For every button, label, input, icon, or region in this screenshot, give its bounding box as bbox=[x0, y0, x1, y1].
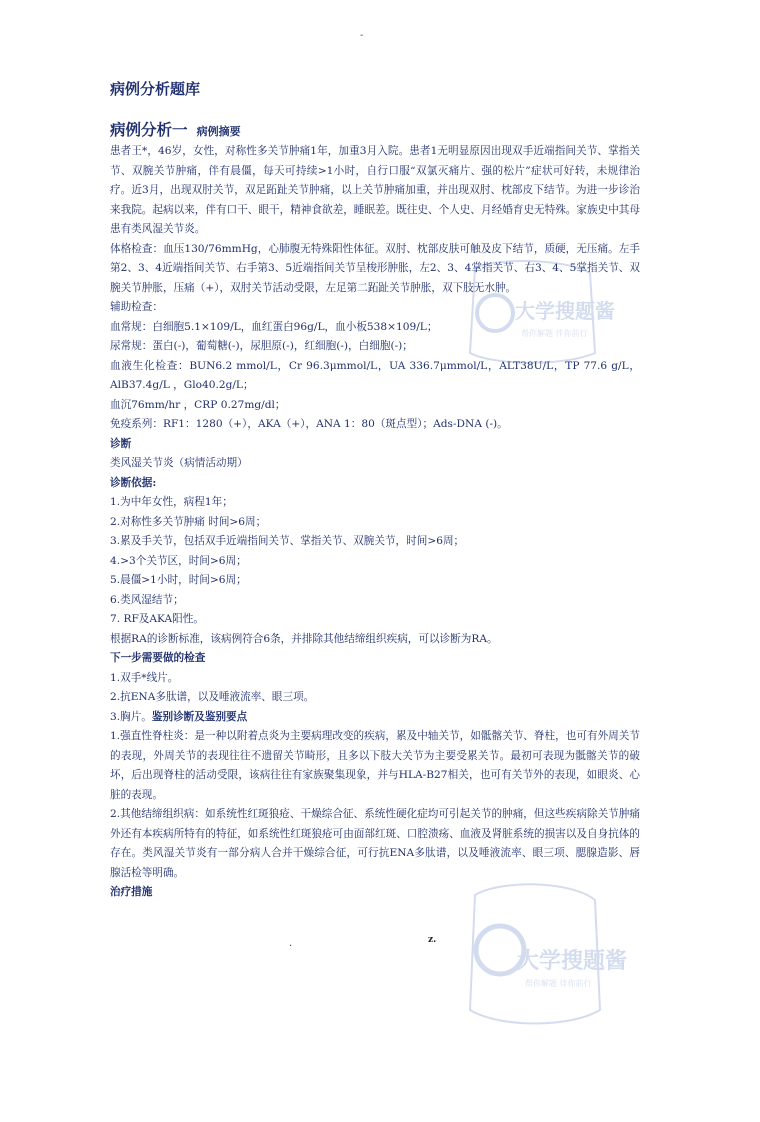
document-title: 病例分析题库 bbox=[110, 80, 201, 98]
diagnosis-text: 类风湿关节炎（病情活动期） bbox=[110, 457, 248, 469]
next-step-item-text: 3.胸片。 bbox=[110, 710, 152, 723]
basis-heading: 诊断依据: bbox=[110, 476, 157, 489]
watermark-slogan: 帮你解题 伴你前行 bbox=[521, 329, 588, 338]
lab-biochemistry: 血液生化检查：BUN6.2 mmol/L，Cr 96.3μmmol/L，UA 336.7μmmol/L，ALT38U/L，TP 77.6 g/L，AlB37.4g/L ，Glo40.2g/L； bbox=[110, 359, 640, 391]
basis-item: 1.为中年女性，病程1年； bbox=[110, 496, 233, 508]
differential-item: 1.强直性脊柱炎：是一种以附着点炎为主要病理改变的疾病，累及中轴关节，如骶髂关节、脊柱，也可有外周关节的表现，外周关节的表现往往不遗留关节畸形，且多以下肢大关节为主要受累关节。最初可表现为骶髂关节的破坏，后出现脊柱的活动受限，该病往往有家族聚集现象，并与HLA-B27相关，也可有关节外的表现，如眼炎、心脏的表现。 bbox=[110, 730, 640, 801]
physical-exam: 体格检查：血压130/76mmHg，心肺腹无特殊阳性体征。双肘、枕部皮肤可触及皮下结节，质硬，无压痛。左手第2、3、4近端指间关节、右手第3、5近端指间关节呈梭形肿胀，左2、3、4掌指关节、右3、4、5掌指关节、双腕关节肿胀，压痛（+），双肘关节活动受限，左足第二跖趾关节肿胀，双下肢无水肿。 bbox=[110, 242, 640, 294]
basis-item: 7. RF及AKA阳性。 bbox=[110, 613, 204, 625]
section-title: 病例分析一 bbox=[110, 120, 188, 139]
watermark-slogan: 帮你解题 伴你前行 bbox=[525, 979, 592, 988]
basis-item: 6.类风湿结节； bbox=[110, 593, 184, 606]
section-subtitle: 病例摘要 bbox=[196, 125, 241, 138]
basis-item: 3.累及手关节，包括双手近端指间关节、掌指关节、双腕关节，时间>6周； bbox=[110, 535, 465, 547]
aux-exam-label: 辅助检查： bbox=[110, 301, 163, 313]
next-step-item: 1.双手*线片。 bbox=[110, 671, 179, 684]
watermark-logo bbox=[455, 258, 615, 368]
basis-item: 2.对称性多关节肿痛 时间>6周； bbox=[110, 515, 267, 528]
diagnosis-heading: 诊断 bbox=[110, 437, 132, 450]
differential-heading: 鉴别诊断及鉴别要点 bbox=[151, 710, 248, 723]
page-number: z. bbox=[428, 935, 437, 945]
basis-item: 5.晨僵>1小时，时间>6周； bbox=[110, 574, 247, 586]
watermark-brand: 大学搜题酱 bbox=[517, 949, 628, 974]
watermark-logo bbox=[455, 880, 628, 1030]
differential-item: 2.其他结缔组织病：如系统性红斑狼疮、干燥综合征、系统性硬化症均可引起关节的肿痛，但这些疾病除关节肿痛外还有本疾病所特有的特征，如系统性红斑狼疮可由面部红斑、口腔溃疡、血液及肾脏系统的损害以及自身抗体的存在。类风湿关节炎有一部分病人合并干燥综合征，可行抗ENA多肽谱，以及唾液流率、眼三项、腮腺造影、唇腺活检等明确。 bbox=[110, 808, 640, 879]
watermark-brand: 大学搜题酱 bbox=[515, 299, 615, 323]
section-header bbox=[110, 118, 241, 140]
case-summary: 患者王*，46岁，女性，对称性多关节肿痛1年，加重3月入院。患者1无明显原因出现双手近端指间关节、掌指关节、双腕关节肿痛，伴有晨僵，每天可持续>1小时，自行口服“双氯灭痛片、强的松片”症状可好转，未规律治疗。近3月，出现双肘关节，双足跖趾关节肿痛，以上关节肿痛加重，并出现双肘、枕部皮下结节。为进一步诊治来我院。起病以来，伴有口干、眼干，精神食欲差，睡眠差。既往史、个人史、月经婚育史无特殊。家族史中其母患有类风湿关节炎。 bbox=[110, 145, 640, 235]
treatment-heading: 治疗措施 bbox=[110, 886, 153, 898]
next-step-item: 2.抗ENA多肽谱，以及唾液流率、眼三项。 bbox=[110, 691, 315, 703]
basis-item: 4.>3个关节区，时间>6周； bbox=[110, 554, 247, 567]
lab-esr-crp: 血沉76mm/hr ，CRP 0.27mg/dl； bbox=[110, 398, 286, 411]
next-step-item-3 bbox=[110, 708, 640, 728]
next-steps-heading: 下一步需要做的检查 bbox=[110, 652, 206, 664]
header-mark: - bbox=[360, 30, 364, 41]
lab-immune: 免疫系列：RF1：1280（+），AKA（+），ANA 1：80（斑点型）；Ads-DNA (-)。 bbox=[110, 418, 508, 430]
case-content bbox=[110, 142, 640, 903]
lab-urine-routine: 尿常规：蛋白(-)，葡萄糖(-)，尿胆原(-)，红细胞(-)，白细胞(-)； bbox=[110, 340, 413, 352]
basis-conclusion: 根据RA的诊断标准，该病例符合6条，并排除其他结缔组织疾病，可以诊断为RA。 bbox=[110, 632, 498, 645]
footer-mark: . bbox=[289, 938, 293, 949]
lab-blood-routine: 血常规：白细胞5.1×109/L，血红蛋白96g/L，血小板538×109/L； bbox=[110, 320, 438, 333]
